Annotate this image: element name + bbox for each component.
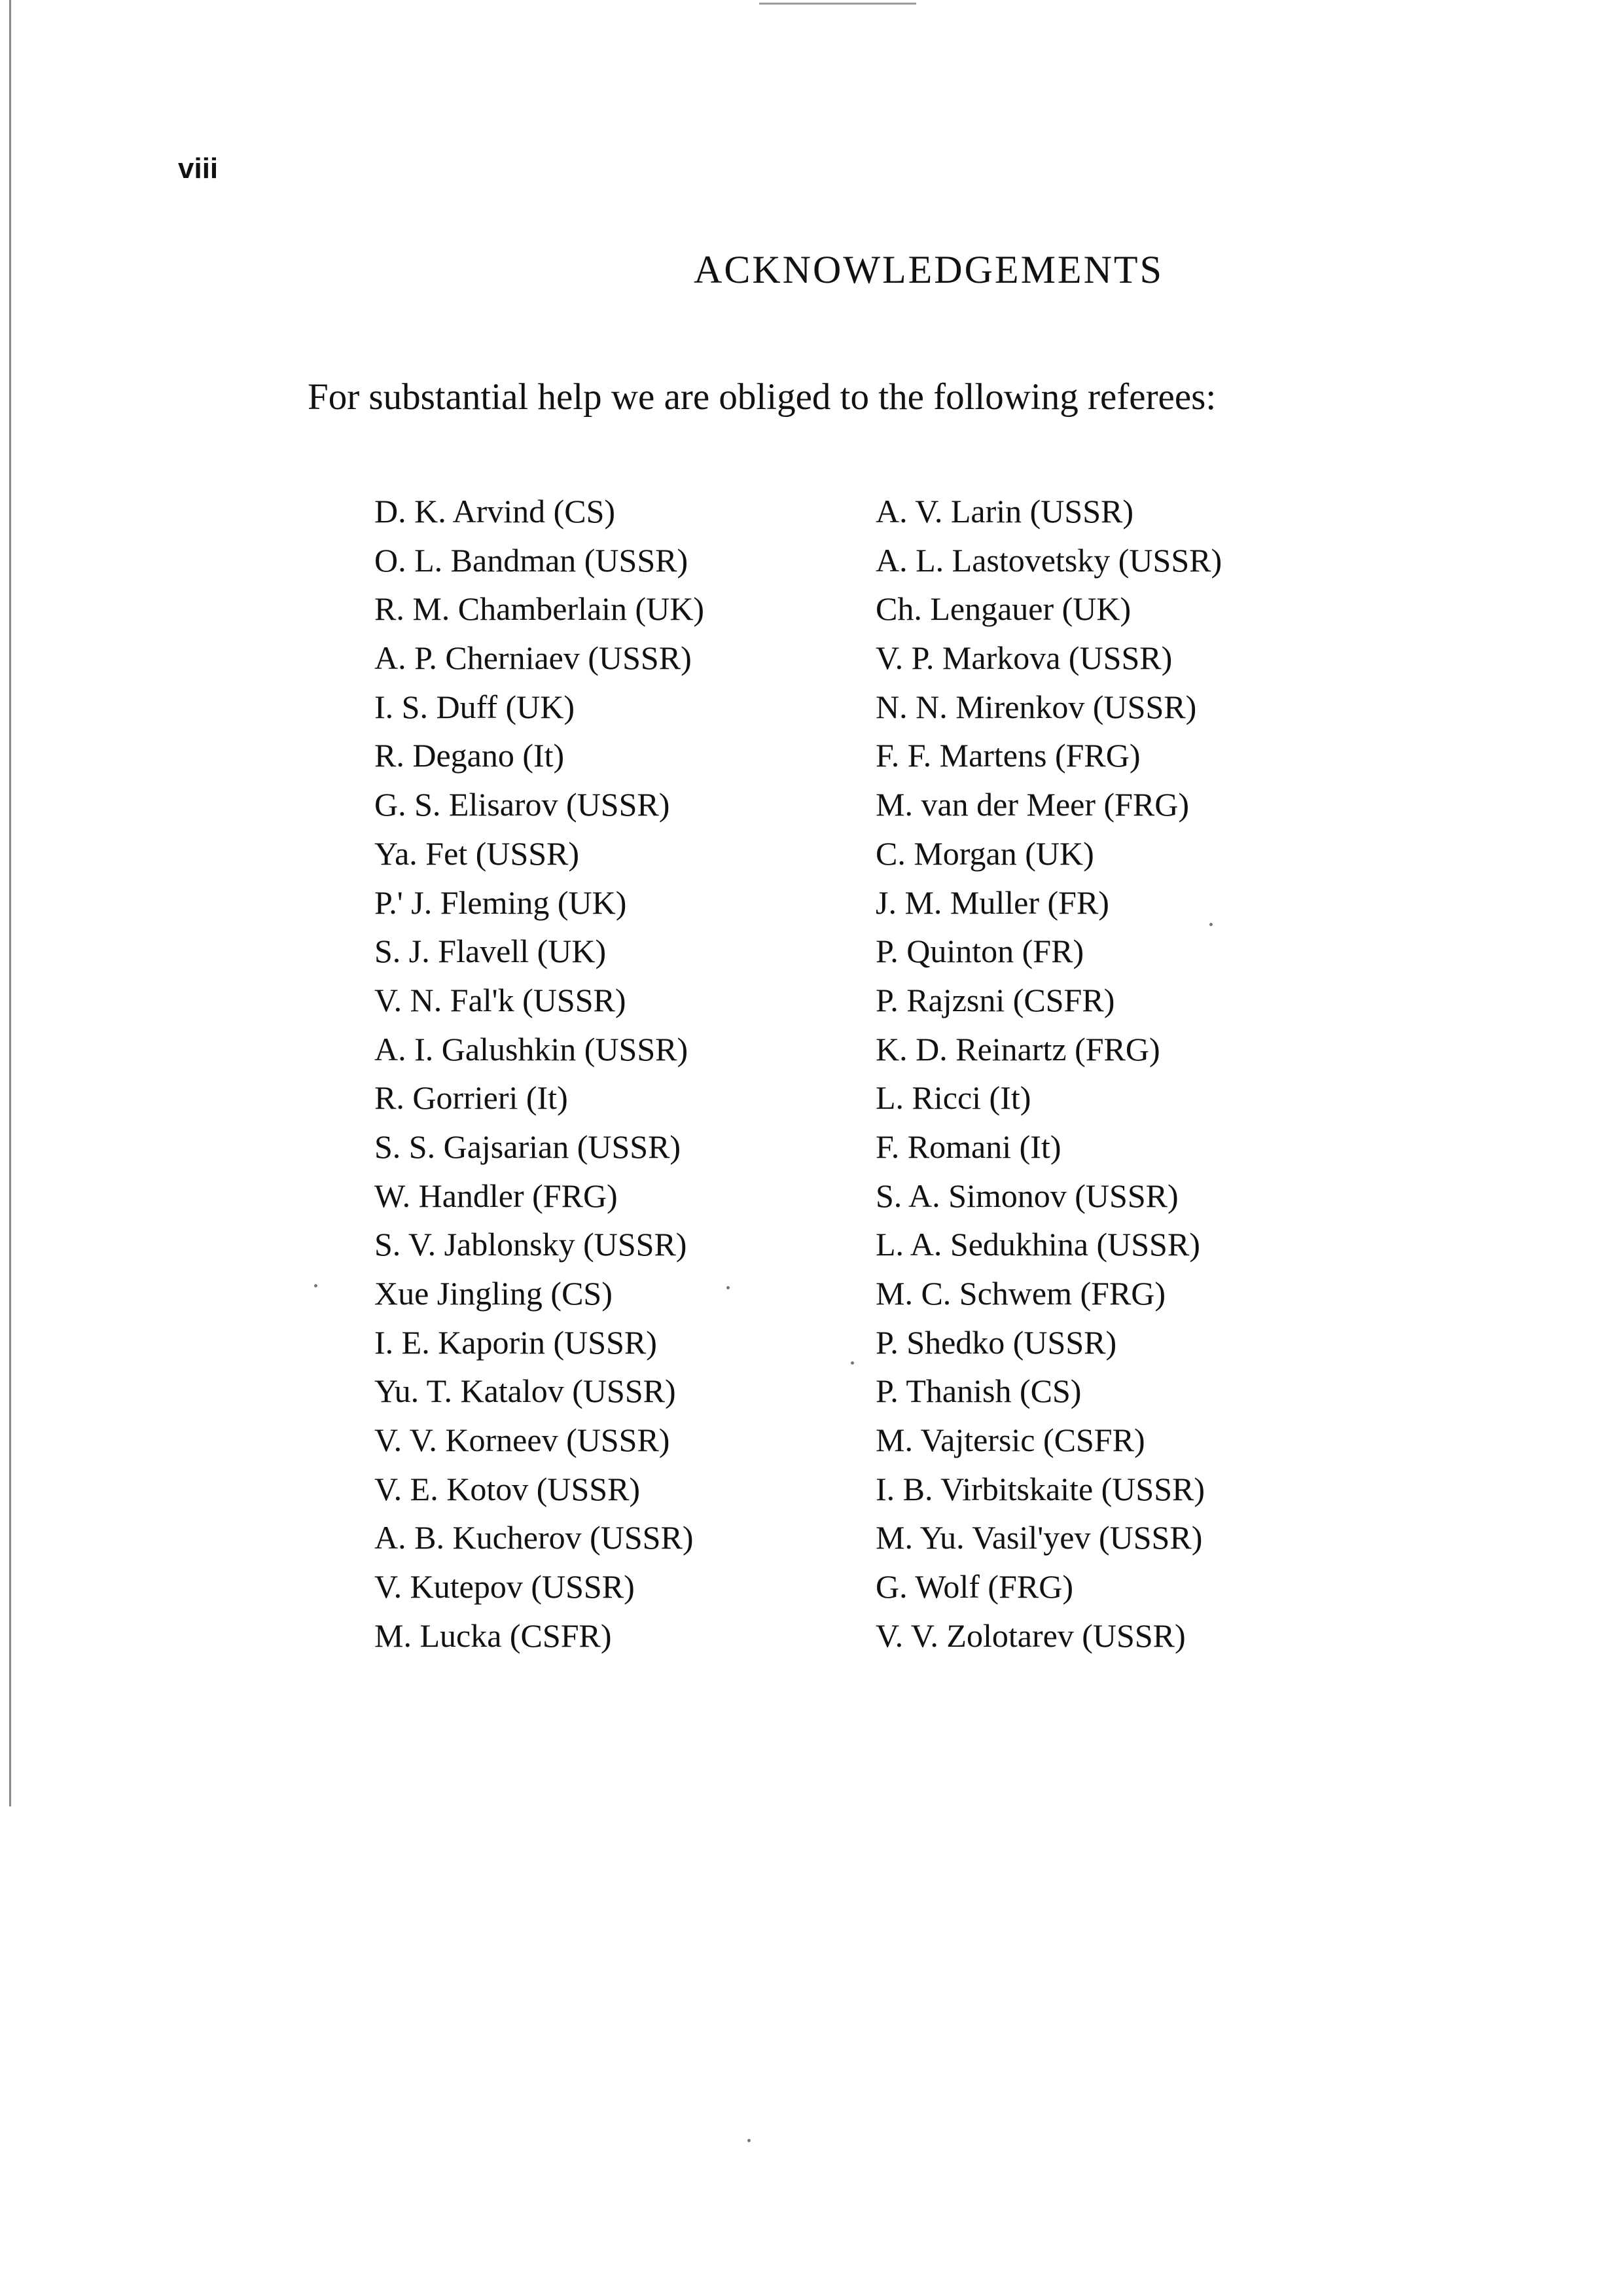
referee-entry: F. F. Martens (FRG) <box>876 737 1141 774</box>
referee-entry: M. Lucka (CSFR) <box>374 1617 612 1654</box>
referee-entry: F. Romani (It) <box>876 1128 1061 1165</box>
referee-entry: P. Thanish (CS) <box>876 1372 1082 1410</box>
scan-speck <box>747 2139 751 2142</box>
referee-entry: R. Degano (It) <box>374 737 565 774</box>
referee-entry: V. V. Korneev (USSR) <box>374 1422 670 1459</box>
referee-entry: S. J. Flavell (UK) <box>374 933 607 970</box>
referee-entry: A. P. Cherniaev (USSR) <box>374 639 692 677</box>
referee-entry: P. Shedko (USSR) <box>876 1323 1117 1361</box>
scan-margin-line <box>9 0 11 1806</box>
referee-entry: L. Ricci (It) <box>876 1079 1031 1117</box>
referee-entry: V. E. Kotov (USSR) <box>374 1470 641 1507</box>
referee-entry: N. N. Mirenkov (USSR) <box>876 688 1197 725</box>
scan-top-mark <box>759 3 916 5</box>
referee-entry: P.' J. Fleming (UK) <box>374 884 627 921</box>
referee-entry: I. B. Virbitskaite (USSR) <box>876 1470 1205 1507</box>
referee-entry: G. Wolf (FRG) <box>876 1568 1074 1605</box>
referee-entry: A. B. Kucherov (USSR) <box>374 1519 694 1556</box>
scan-speck <box>1209 923 1213 926</box>
referee-entry: D. K. Arvind (CS) <box>374 493 616 529</box>
referee-entry: I. S. Duff (UK) <box>374 688 575 725</box>
scan-speck <box>851 1361 854 1365</box>
referee-entry: A. I. Galushkin (USSR) <box>374 1030 688 1067</box>
referee-entry: S. V. Jablonsky (USSR) <box>374 1226 687 1263</box>
referee-entry: Yu. T. Katalov (USSR) <box>374 1372 676 1410</box>
referee-entry: P. Rajzsni (CSFR) <box>876 981 1115 1018</box>
page-title: ACKNOWLEDGEMENTS <box>694 248 1164 291</box>
referee-entry: I. E. Kaporin (USSR) <box>374 1323 657 1361</box>
referee-entry: K. D. Reinartz (FRG) <box>876 1030 1160 1067</box>
scan-speck <box>726 1286 730 1289</box>
referee-entry: V. P. Markova (USSR) <box>876 639 1173 677</box>
referee-entry: P. Quinton (FR) <box>876 933 1084 970</box>
referee-entry: A. L. Lastovetsky (USSR) <box>876 541 1222 579</box>
referee-entry: R. M. Chamberlain (UK) <box>374 590 705 628</box>
referee-entry: A. V. Larin (USSR) <box>876 493 1134 529</box>
referee-entry: Xue Jingling (CS) <box>374 1275 613 1312</box>
referee-entry: Ya. Fet (USSR) <box>374 834 580 872</box>
referee-entry: J. M. Muller (FR) <box>876 884 1109 921</box>
referee-list-left <box>374 487 704 1660</box>
referee-entry: S. A. Simonov (USSR) <box>876 1177 1179 1214</box>
referee-entry: M. Vajtersic (CSFR) <box>876 1422 1145 1459</box>
referee-list-right <box>876 487 1222 1660</box>
referee-entry: S. S. Gajsarian (USSR) <box>374 1128 681 1165</box>
page-number: viii <box>178 152 219 185</box>
referee-entry: W. Handler (FRG) <box>374 1177 618 1214</box>
referee-entry: M. van der Meer (FRG) <box>876 786 1190 823</box>
scan-speck <box>314 1284 317 1287</box>
intro-sentence: For substantial help we are obliged to the following referees: <box>308 376 1217 418</box>
referee-entry: O. L. Bandman (USSR) <box>374 541 688 579</box>
referee-entry: M. C. Schwem (FRG) <box>876 1275 1166 1312</box>
referee-entry: V. V. Zolotarev (USSR) <box>876 1617 1186 1654</box>
referee-entry: R. Gorrieri (It) <box>374 1079 568 1117</box>
referee-entry: L. A. Sedukhina (USSR) <box>876 1226 1200 1263</box>
referee-entry: Ch. Lengauer (UK) <box>876 590 1132 628</box>
referee-entry: M. Yu. Vasil'yev (USSR) <box>876 1519 1203 1556</box>
referee-entry: V. N. Fal'k (USSR) <box>374 981 626 1018</box>
referee-entry: G. S. Elisarov (USSR) <box>374 786 670 823</box>
referee-entry: C. Morgan (UK) <box>876 834 1094 872</box>
referee-entry: V. Kutepov (USSR) <box>374 1568 635 1605</box>
